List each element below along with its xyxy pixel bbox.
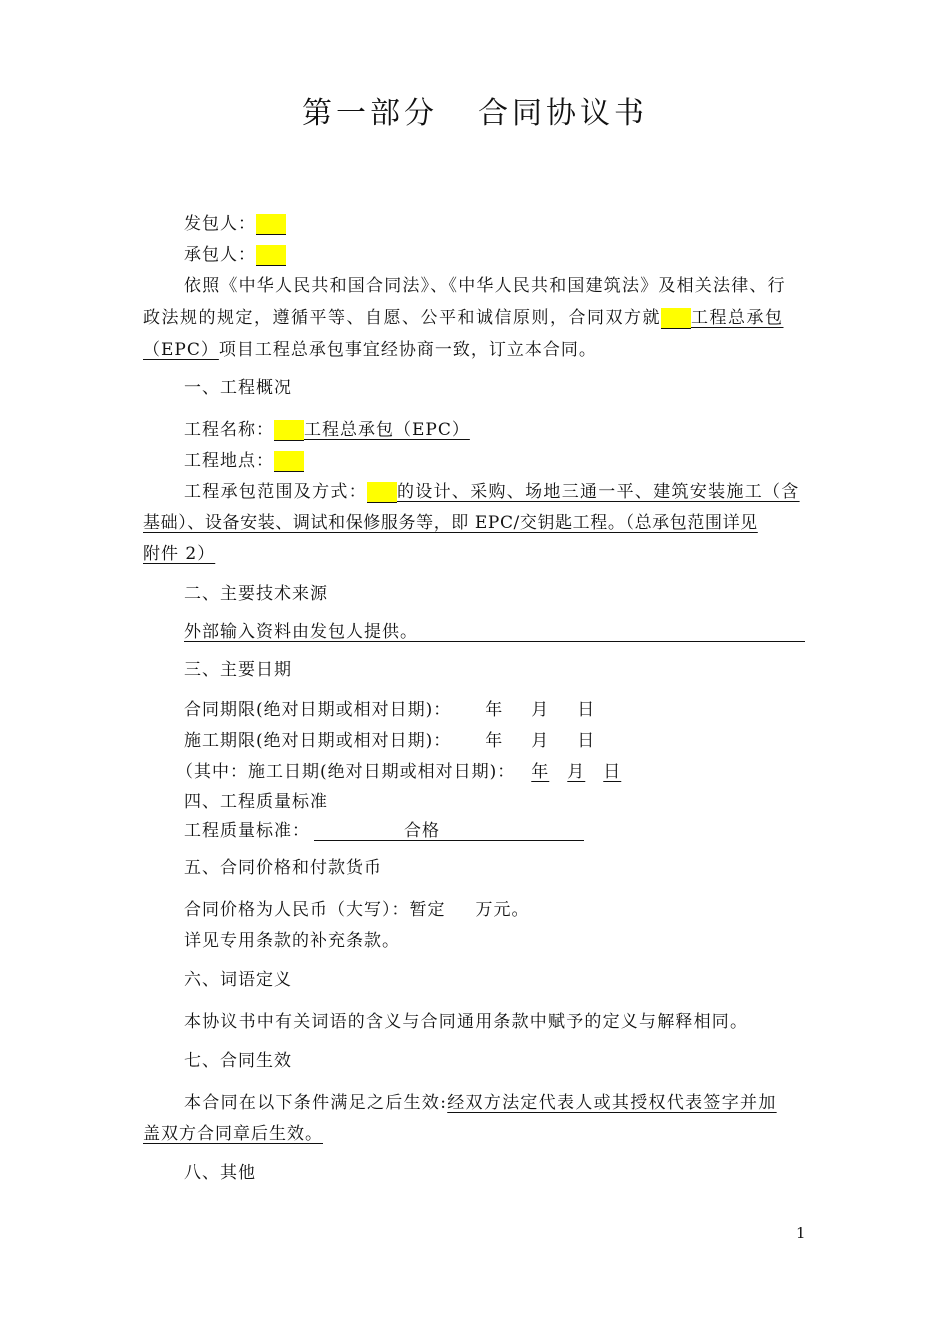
project-site-label: 工程地点： <box>184 451 274 471</box>
effect-condition-1: 经双方法定代表人或其授权代表签字并加 <box>447 1093 777 1113</box>
construction-period-label: 施工期限(绝对日期或相对日期)： <box>184 731 452 751</box>
build-day: 日 <box>603 762 622 782</box>
section-1-heading: 一、工程概况 <box>184 378 292 398</box>
intro-line-3 <box>143 340 597 360</box>
intro-epc: （EPC） <box>143 340 219 360</box>
contract-period-line <box>184 700 595 720</box>
scope-line-3: 附件 2） <box>143 544 216 564</box>
section-7-heading: 七、合同生效 <box>184 1051 292 1071</box>
construction-date-line <box>176 762 631 782</box>
price-line <box>184 900 530 920</box>
project-site-blank[interactable] <box>274 451 304 472</box>
quality-underline <box>314 840 584 841</box>
effect-line-1 <box>184 1093 777 1113</box>
scope-line-2: 基础）、设备安装、调试和保修服务等，即 EPC/交钥匙工程。（总承包范围详见 <box>143 513 758 533</box>
project-blank[interactable] <box>661 308 691 329</box>
construction-period-line <box>184 731 595 751</box>
construction-day: 日 <box>577 731 596 751</box>
contract-day: 日 <box>577 700 596 720</box>
project-name-value: 工程总承包（EPC） <box>304 420 470 440</box>
construction-month: 月 <box>531 731 550 751</box>
intro-line-1: 依照《中华人民共和国合同法》、《中华人民共和国建筑法》及相关法律、行 <box>184 276 786 296</box>
scope-label: 工程承包范围及方式： <box>184 482 367 502</box>
project-site-line <box>184 451 304 472</box>
contractor-line <box>184 245 286 266</box>
price-detail: 详见专用条款的补充条款。 <box>184 931 400 951</box>
construction-date-label: （其中：施工日期(绝对日期或相对日期)： <box>176 762 516 782</box>
scope-line-1 <box>184 482 800 503</box>
intro-line-2 <box>143 308 784 329</box>
effect-line-2: 盖双方合同章后生效。 <box>143 1124 323 1144</box>
section-5-heading: 五、合同价格和付款货币 <box>184 858 382 878</box>
tech-source-text: 外部输入资料由发包人提供。 <box>184 622 418 642</box>
employer-label: 发包人： <box>184 214 256 234</box>
build-month: 月 <box>567 762 586 782</box>
page-title <box>0 94 950 134</box>
employer-line <box>184 214 286 235</box>
scope-text-1: 的设计、采购、场地三通一平、建筑安装施工（含 <box>397 482 800 502</box>
project-name-line <box>184 420 470 441</box>
intro-text: 政法规的规定，遵循平等、自愿、公平和诚信原则，合同双方就 <box>143 308 661 328</box>
project-name-label: 工程名称： <box>184 420 274 440</box>
quality-label: 工程质量标准： <box>184 821 310 841</box>
section-4-heading: 四、工程质量标准 <box>184 792 328 812</box>
title-part: 第一部分 <box>302 96 438 131</box>
contractor-blank[interactable] <box>256 245 286 266</box>
intro-project-type: 工程总承包 <box>691 308 784 328</box>
construction-year: 年 <box>485 731 504 751</box>
contractor-label: 承包人： <box>184 245 256 265</box>
intro-text-end: 项目工程总承包事宜经协商一致，订立本合同。 <box>218 340 597 360</box>
quality-line <box>184 821 310 841</box>
effect-label: 本合同在以下条件满足之后生效: <box>184 1093 448 1113</box>
contract-year: 年 <box>485 700 504 720</box>
project-name-blank[interactable] <box>274 420 304 441</box>
contract-period-label: 合同期限(绝对日期或相对日期)： <box>184 700 452 720</box>
title-main: 合同协议书 <box>478 96 648 131</box>
scope-blank[interactable] <box>367 482 397 503</box>
construction-date-value <box>515 762 631 782</box>
employer-blank[interactable] <box>256 214 286 235</box>
definition-text: 本协议书中有关词语的含义与合同通用条款中赋予的定义与解释相同。 <box>184 1012 749 1032</box>
quality-value: 合格 <box>404 821 440 841</box>
contract-month: 月 <box>531 700 550 720</box>
build-year: 年 <box>531 762 550 782</box>
tech-source-underline <box>184 641 805 642</box>
section-8-heading: 八、其他 <box>184 1163 256 1183</box>
section-3-heading: 三、主要日期 <box>184 660 292 680</box>
price-unit: 万元。 <box>475 900 530 920</box>
price-label: 合同价格为人民币（大写）：暂定 <box>184 900 446 920</box>
page-number: 1 <box>796 1224 806 1242</box>
section-2-heading: 二、主要技术来源 <box>184 584 328 604</box>
section-6-heading: 六、词语定义 <box>184 970 292 990</box>
